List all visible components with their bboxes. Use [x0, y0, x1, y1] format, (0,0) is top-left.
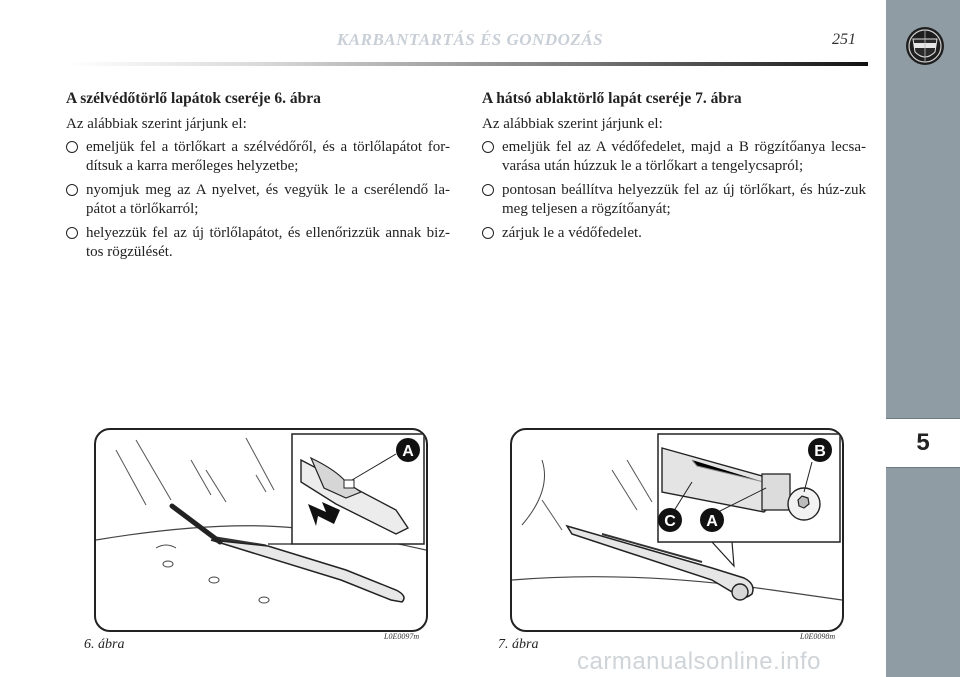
- list-item: [66, 138, 450, 176]
- step-text: emeljük fel a törlőkart a szélvédőről, és a törlőlapátot for-dítsuk a karra merőleges helyzetbe;: [86, 139, 450, 174]
- header-rule: [66, 62, 868, 66]
- chapter-tab[interactable]: 5: [886, 418, 960, 468]
- left-section-intro: Az alábbiak szerint járjunk el:: [66, 116, 247, 132]
- list-item: [66, 224, 450, 262]
- callout-label-a: A: [706, 513, 718, 530]
- step-text: helyezzük fel az új törlőlapátot, és ellenőrizzük annak biz-tos rögzülését.: [86, 225, 450, 260]
- left-steps-list: [66, 138, 450, 262]
- right-steps-list: [482, 138, 866, 243]
- figure-caption: 6. ábra: [84, 637, 125, 652]
- figure-rear-wiper: [510, 428, 844, 632]
- watermark: carmanualsonline.info: [577, 648, 821, 675]
- list-item: [66, 181, 450, 219]
- list-item: [482, 181, 866, 219]
- right-section-heading: A hátsó ablaktörlő lapát cseréje 7. ábra: [482, 90, 742, 107]
- bullet-circle-icon: [66, 184, 78, 196]
- step-text: emeljük fel az A védőfedelet, majd a B rögzítőanya lecsa-varása után húzzuk le a törlőkart a tengelycsapról;: [502, 139, 866, 174]
- step-text: pontosan beállítva helyezzük fel az új törlőkart, és húz-zuk meg teljesen a rögzítőanyát;: [502, 182, 866, 217]
- bullet-circle-icon: [66, 227, 78, 239]
- lancia-logo-icon: [905, 26, 945, 66]
- figure-code: L0E0098m: [800, 632, 836, 641]
- figure-code: L0E0097m: [384, 632, 420, 641]
- bullet-circle-icon: [66, 141, 78, 153]
- step-text: nyomjuk meg az A nyelvet, és vegyük le a cserélendő la-pátot a törlőkarról;: [86, 182, 450, 217]
- figure-windshield-wiper: [94, 428, 428, 632]
- list-item: [482, 138, 866, 176]
- page-header-title: KARBANTARTÁS ÉS GONDOZÁS: [336, 30, 604, 49]
- callout-label-a: A: [402, 443, 414, 460]
- figure-caption: 7. ábra: [498, 637, 539, 652]
- list-item: [482, 224, 866, 243]
- left-section: [66, 90, 450, 267]
- bullet-circle-icon: [482, 184, 494, 196]
- callout-label-c: C: [664, 513, 676, 530]
- step-text: zárjuk le a védőfedelet.: [502, 225, 642, 241]
- right-section-intro: Az alábbiak szerint járjunk el:: [482, 116, 663, 132]
- right-section: [482, 90, 866, 248]
- bullet-circle-icon: [482, 227, 494, 239]
- page-number: 251: [832, 31, 856, 48]
- sidebar: [886, 0, 960, 677]
- callout-label-b: B: [814, 443, 826, 460]
- bullet-circle-icon: [482, 141, 494, 153]
- left-section-heading: A szélvédőtörlő lapátok cseréje 6. ábra: [66, 90, 321, 107]
